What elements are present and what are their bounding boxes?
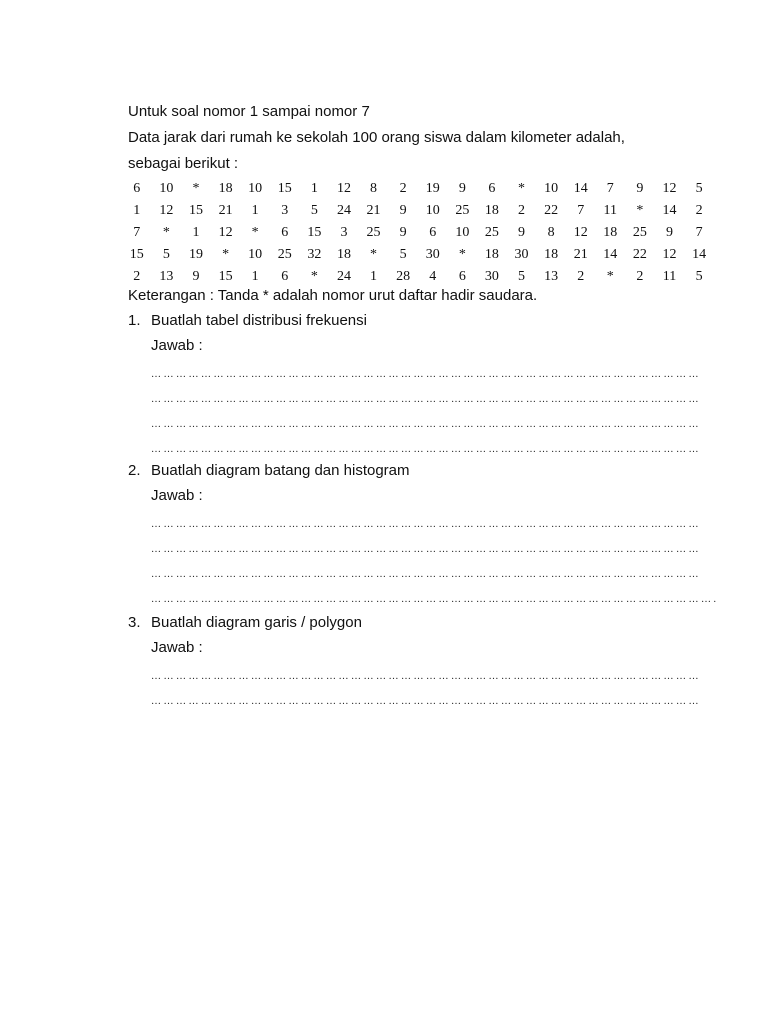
data-cell: 15 [307,225,322,240]
data-cell: 3 [281,203,289,218]
data-cell: 10 [248,181,263,196]
answer-lines [151,362,699,462]
data-cell: 13 [544,269,559,284]
data-cell: 19 [188,247,203,262]
data-cell: 3 [340,225,348,240]
data-cell: 28 [396,269,411,284]
data-cell: 7 [133,225,141,240]
data-cell: 7 [577,203,585,218]
data-cell: 10 [455,225,470,240]
question-number: 3. [128,614,141,631]
data-cell: 25 [484,225,499,240]
data-cell: * [370,247,378,262]
intro-line-3: sebagai berikut : [128,155,239,172]
data-cell: 14 [603,247,618,262]
data-cell: 12 [159,203,174,218]
question-number: 1. [128,312,141,329]
answer-dotted-line: … … … … … … … … … … … … … … … … … … … … … … … … … … … … … … … … … … … … … … … … … … … … [151,419,699,430]
answer-dotted-line: … … … … … … … … … … … … … … … … … … … … … … … … … … … … … … … … … … … … … … … … … … … … [151,569,699,580]
data-cell: 9 [636,181,644,196]
answer-dotted-line: … … … … … … … … … … … … … … … … … … … … … … … … … … … … … … … … … … … … … … … … … … … … [151,369,699,380]
data-cell: 22 [632,247,647,262]
data-cell: 1 [192,225,200,240]
data-cell: 6 [281,269,289,284]
data-cell: 5 [518,269,526,284]
data-cell: 13 [159,269,174,284]
data-cell: 10 [425,203,440,218]
data-cell: 30 [425,247,440,262]
data-row [122,178,714,200]
data-cell: 8 [547,225,555,240]
question-text: Buatlah diagram garis / polygon [151,614,362,631]
data-row [122,200,714,222]
data-cell: 2 [695,203,703,218]
data-cell: 7 [606,181,614,196]
data-cell: 6 [488,181,496,196]
data-cell: 30 [514,247,529,262]
data-cell: 9 [458,181,466,196]
answer-label: Jawab : [151,337,203,354]
data-cell: 5 [695,181,703,196]
data-cell: 25 [455,203,470,218]
data-cell: 6 [458,269,466,284]
data-cell: 15 [129,247,144,262]
data-cell: 9 [399,225,407,240]
data-cell: 2 [636,269,644,284]
intro-line-1: Untuk soal nomor 1 sampai nomor 7 [128,103,370,120]
data-cell: * [458,247,466,262]
data-cell: 14 [692,247,707,262]
data-cell: * [162,225,170,240]
data-row [122,266,714,288]
data-cell: * [636,203,644,218]
data-cell: 8 [370,181,378,196]
question-number: 2. [128,462,141,479]
data-cell: 2 [399,181,407,196]
data-cell: 2 [133,269,141,284]
answer-label: Jawab : [151,639,203,656]
answer-dotted-line: … … … … … … … … … … … … … … … … … … … … … … … … … … … … … … … … … … … … … … … … … … … … … . [151,594,716,605]
answer-lines [151,512,716,612]
data-cell: * [251,225,259,240]
data-cell: 25 [366,225,381,240]
data-cell: 18 [336,247,351,262]
data-cell: 25 [277,247,292,262]
data-cell: 18 [603,225,618,240]
answer-dotted-line: … … … … … … … … … … … … … … … … … … … … … … … … … … … … … … … … … … … … … … … … … … … … [151,544,699,555]
data-cell: 24 [336,203,351,218]
answer-dotted-line: … … … … … … … … … … … … … … … … … … … … … … … … … … … … … … … … … … … … … … … … … … … … [151,519,699,530]
data-cell: 25 [632,225,647,240]
data-cell: 7 [695,225,703,240]
data-cell: 21 [573,247,588,262]
data-cell: 30 [484,269,499,284]
data-cell: * [222,247,230,262]
data-cell: 14 [662,203,677,218]
data-row [122,244,714,266]
answer-dotted-line: … … … … … … … … … … … … … … … … … … … … … … … … … … … … … … … … … … … … … … … … … … … … [151,671,699,682]
data-cell: 32 [307,247,322,262]
data-cell: 15 [218,269,233,284]
data-cell: 15 [188,203,203,218]
data-cell: 22 [544,203,559,218]
answer-dotted-line: … … … … … … … … … … … … … … … … … … … … … … … … … … … … … … … … … … … … … … … … … … … … [151,696,699,707]
answer-dotted-line: … … … … … … … … … … … … … … … … … … … … … … … … … … … … … … … … … … … … … … … … … … … … [151,394,699,405]
data-cell: * [310,269,318,284]
data-cell: * [606,269,614,284]
data-cell: 10 [159,181,174,196]
data-cell: 18 [484,203,499,218]
data-cell: 21 [366,203,381,218]
data-cell: 10 [248,247,263,262]
data-cell: 11 [603,203,618,218]
data-cell: 1 [133,203,141,218]
data-cell: 12 [573,225,588,240]
answer-lines [151,664,699,714]
data-cell: 9 [399,203,407,218]
data-cell: 6 [281,225,289,240]
distance-data-table [122,178,714,288]
question-text: Buatlah tabel distribusi frekuensi [151,312,367,329]
data-cell: 11 [662,269,677,284]
data-cell: 12 [662,181,677,196]
data-cell: 18 [484,247,499,262]
data-cell: 1 [251,269,259,284]
answer-dotted-line: … … … … … … … … … … … … … … … … … … … … … … … … … … … … … … … … … … … … … … … … … … … … [151,444,699,455]
data-cell: 12 [336,181,351,196]
data-cell: 1 [310,181,318,196]
intro-line-2: Data jarak dari rumah ke sekolah 100 orang siswa dalam kilometer adalah, [128,129,625,146]
data-cell: 2 [518,203,526,218]
data-cell: 19 [425,181,440,196]
data-cell: 6 [133,181,141,196]
data-cell: 1 [370,269,378,284]
data-cell: 4 [429,269,437,284]
data-cell: 24 [336,269,351,284]
data-cell: 12 [662,247,677,262]
data-cell: 5 [310,203,318,218]
answer-label: Jawab : [151,487,203,504]
data-cell: 15 [277,181,292,196]
data-cell: 9 [192,269,200,284]
note-text: Keterangan : Tanda * adalah nomor urut daftar hadir saudara. [128,287,538,304]
data-cell: 18 [544,247,559,262]
data-cell: 9 [518,225,526,240]
question-text: Buatlah diagram batang dan histogram [151,462,410,479]
data-cell: 6 [429,225,437,240]
data-cell: 18 [218,181,233,196]
data-cell: 1 [251,203,259,218]
data-cell: 5 [399,247,407,262]
data-cell: 14 [573,181,588,196]
data-cell: 10 [544,181,559,196]
data-cell: 9 [665,225,673,240]
data-cell: 21 [218,203,233,218]
data-cell: * [192,181,200,196]
data-cell: 5 [162,247,170,262]
data-cell: * [518,181,526,196]
data-cell: 2 [577,269,585,284]
data-row [122,222,714,244]
data-cell: 5 [695,269,703,284]
data-cell: 12 [218,225,233,240]
